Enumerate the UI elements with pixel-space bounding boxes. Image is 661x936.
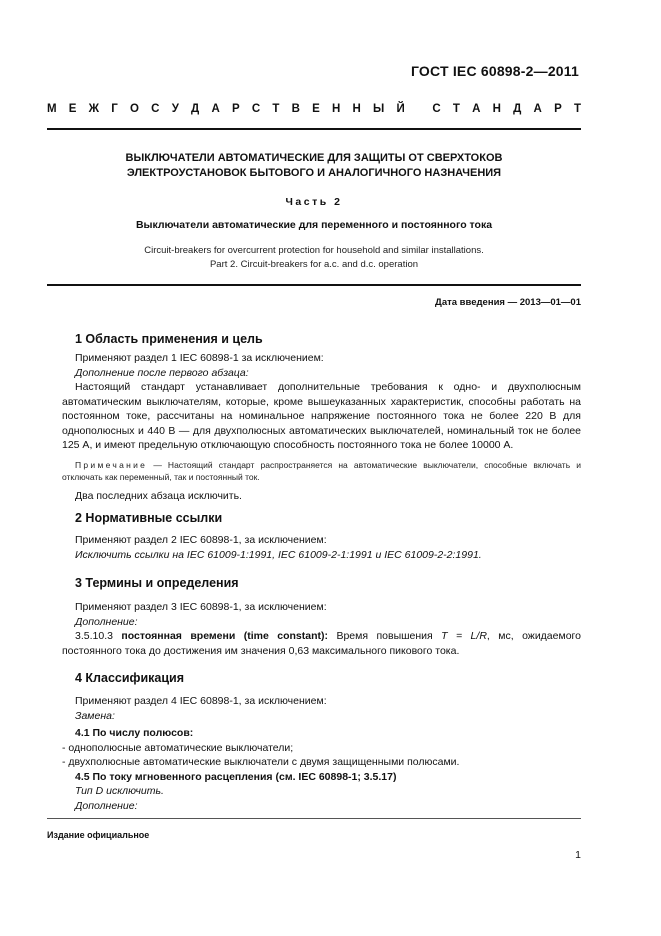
section-1-para-4: Два последних абзаца исключить. xyxy=(75,489,242,502)
section-4-sub-1: 4.1 По числу полюсов: xyxy=(75,727,194,739)
section-3-para-2: Дополнение: xyxy=(75,615,138,628)
section-4-para-4: Дополнение: xyxy=(75,799,138,812)
banner-letter: А xyxy=(472,103,481,115)
term-def-a: Время повышения xyxy=(328,630,442,642)
banner-letter: Т xyxy=(452,103,460,115)
banner-letter: Е xyxy=(68,103,77,115)
banner-letter: Н xyxy=(492,103,501,115)
section-4-body xyxy=(62,694,581,813)
banner-letter: А xyxy=(211,103,220,115)
banner-letter: Н xyxy=(331,103,341,115)
term-name: постоянная времени (time constant): xyxy=(121,630,329,642)
section-4-list-item-2: - двухполюсные автоматические выключатели с двумя защищенными полюсами. xyxy=(62,756,460,768)
english-title xyxy=(47,244,581,271)
section-1-note xyxy=(62,459,581,484)
section-4-para-1: Применяют раздел 4 IEC 60898-1, за исключением: xyxy=(75,695,327,707)
section-4-para-3: Тип D исключить. xyxy=(75,785,164,797)
english-title-line-2: Part 2. Circuit-breakers for a.c. and d.c. operation xyxy=(209,258,419,270)
title-line-1: ВЫКЛЮЧАТЕЛИ АВТОМАТИЧЕСКИЕ ДЛЯ ЗАЩИТЫ ОТ СВЕРХТОКОВ xyxy=(125,152,503,164)
document-title xyxy=(47,151,581,181)
interstate-standard-banner xyxy=(47,103,581,115)
section-1-para-1: Применяют раздел 1 IEC 60898-1 за исключением: xyxy=(75,352,324,364)
top-divider xyxy=(47,128,581,130)
section-1-body xyxy=(62,351,581,503)
banner-letter: Н xyxy=(352,103,361,115)
section-4-list-item-1: - однополюсные автоматические выключатели; xyxy=(62,741,294,754)
term-formula: T = L/R xyxy=(441,630,487,642)
section-3-body xyxy=(62,600,581,658)
banner-letter: Р xyxy=(554,103,562,115)
section-2-heading: 2 Нормативные ссылки xyxy=(75,511,223,525)
banner-letter: С xyxy=(151,103,160,115)
section-4-heading: 4 Классификация xyxy=(75,671,185,685)
english-title-line-1: Circuit-breakers for overcurrent protection for household and similar installations. xyxy=(144,245,484,256)
banner-letter xyxy=(417,103,420,115)
document-id: ГОСТ IEC 60898-2—2011 xyxy=(410,63,579,79)
section-2-para-2: Исключить ссылки на IEC 61009-1:1991, IEC 61009-2-1:1991 и IEC 61009-2-2:1991. xyxy=(75,548,482,561)
banner-letter: Г xyxy=(111,103,118,115)
banner-letter: С xyxy=(251,103,261,115)
page-number: 1 xyxy=(575,849,581,861)
section-2-para-1: Применяют раздел 2 IEC 60898-1, за исключением: xyxy=(75,534,327,546)
banner-letter: У xyxy=(171,103,179,115)
banner-letter: Й xyxy=(396,103,405,115)
term-number: 3.5.10.3 xyxy=(75,630,113,642)
banner-letter: Т xyxy=(272,103,280,115)
term-def-b: , мс, ожидаемого постоянного тока до достижения им значения 0,63 максимального пикового тока. xyxy=(62,630,581,657)
document-subtitle: Выключатели автоматические для переменного и постоянного тока xyxy=(135,219,493,231)
banner-letter: С xyxy=(432,103,441,115)
section-4-para-2: Замена: xyxy=(75,709,115,722)
title-line-2: ЭЛЕКТРОУСТАНОВОК БЫТОВОГО И АНАЛОГИЧНОГО НАЗНАЧЕНИЯ xyxy=(126,167,502,179)
section-1-heading: 1 Область применения и цель xyxy=(75,332,263,346)
footer-divider xyxy=(47,818,581,819)
title-divider xyxy=(47,284,581,286)
banner-letter: О xyxy=(130,103,139,115)
banner-letter: В xyxy=(291,103,300,115)
banner-letter: Ы xyxy=(373,103,385,115)
section-3-para-1: Применяют раздел 3 IEC 60898-1, за исключением: xyxy=(75,601,327,613)
banner-letter: Д xyxy=(513,103,522,115)
banner-letter: Т xyxy=(573,103,581,115)
banner-letter: Е xyxy=(312,103,320,115)
section-1-para-2: Дополнение после первого абзаца: xyxy=(75,366,249,379)
official-edition-label: Издание официальное xyxy=(47,830,150,840)
section-1-para-3: Настоящий стандарт устанавливает дополнительные требования к одно- и двухполюсным автоматическим выключателям, которые, кроме вышеуказанных характеристик, способны работать на постоянном токе, рассчитаны на номинальное напряжение постоянного тока не более 220 В для однополюсных и 440 В — для двухполюсных автоматических выключателей, номинальный ток не более 125 А, и имеют предельную отключающую способность постоянного тока не более 10000 А. xyxy=(62,381,581,451)
section-2-body xyxy=(62,533,581,562)
section-4-sub-2: 4.5 По току мгновенного расцепления (см. IEC 60898-1; 3.5.17) xyxy=(75,770,397,783)
banner-letter: Р xyxy=(231,103,240,115)
banner-letter: А xyxy=(533,103,542,115)
note-label: Примечание xyxy=(75,459,148,470)
banner-letter: Д xyxy=(191,103,200,115)
section-3-term xyxy=(62,629,581,658)
banner-letter: Ж xyxy=(88,103,100,115)
note-text: — Настоящий стандарт распространяется на автоматические выключатели, способные включать и отключать как переменный, так и постоянный ток. xyxy=(62,459,581,482)
banner-letter: М xyxy=(47,103,57,115)
section-3-heading: 3 Термины и определения xyxy=(75,576,239,590)
introduction-date: Дата введения — 2013—01—01 xyxy=(435,297,581,308)
part-label: Часть 2 xyxy=(285,196,343,208)
